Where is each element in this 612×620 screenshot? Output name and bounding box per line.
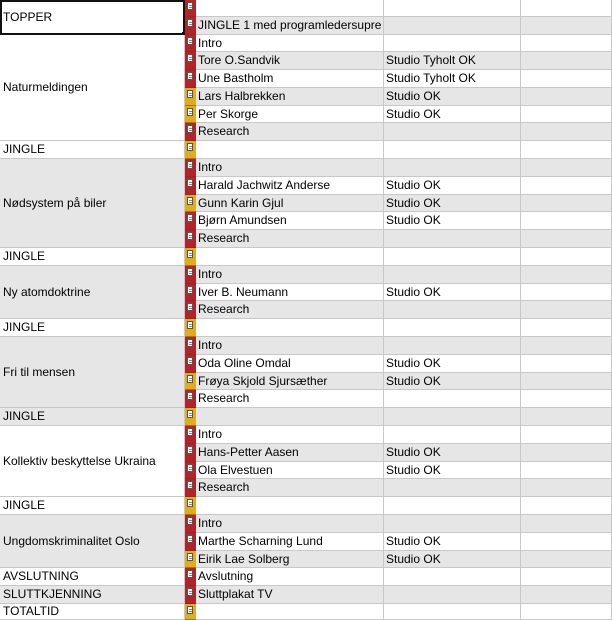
extra-cell[interactable] [521,266,612,284]
status-cell[interactable] [384,408,521,426]
status-strip[interactable] [185,568,196,586]
segment-cell[interactable] [0,426,185,497]
status-cell[interactable]: Studio OK [384,462,521,479]
status-cell[interactable] [384,159,521,177]
segment-cell[interactable] [0,337,185,408]
status-cell[interactable] [384,319,521,337]
status-strip[interactable] [185,0,196,17]
extra-cell[interactable] [521,337,612,355]
item-cell[interactable] [196,319,384,337]
document-icon[interactable] [187,72,193,80]
status-strip[interactable] [185,426,196,444]
item-cell[interactable]: Tore O.Sandvik [196,52,384,70]
status-cell[interactable] [384,497,521,515]
status-cell[interactable]: Studio OK [384,355,521,373]
item-cell[interactable] [196,604,384,620]
document-icon[interactable] [187,570,193,578]
extra-cell[interactable] [521,551,612,568]
document-icon[interactable] [187,268,193,276]
status-strip[interactable] [185,284,196,301]
segment-cell[interactable] [0,515,185,568]
document-icon[interactable] [187,446,193,454]
status-cell[interactable] [384,230,521,248]
extra-cell[interactable] [521,462,612,479]
segment-label: JINGLE [3,320,46,334]
item-cell[interactable]: Frøya Skjold Sjursæther [196,373,384,390]
status-strip[interactable] [185,337,196,355]
extra-cell[interactable] [521,497,612,515]
status-cell[interactable] [384,123,521,141]
extra-cell[interactable] [521,533,612,551]
segment-label: Ny atomdoktrine [3,284,91,299]
status-strip[interactable] [185,141,196,159]
status-strip[interactable] [185,551,196,568]
extra-cell[interactable] [521,106,612,123]
document-icon[interactable] [187,108,193,116]
status-strip[interactable] [185,88,196,106]
segment-cell[interactable] [0,141,185,159]
document-icon[interactable] [187,179,193,187]
status-strip[interactable] [185,195,196,212]
item-cell[interactable]: Intro [196,337,384,355]
extra-cell[interactable] [521,230,612,248]
status-strip[interactable] [185,390,196,408]
extra-cell[interactable] [521,177,612,195]
document-icon[interactable] [187,499,193,507]
segment-cell[interactable] [0,604,185,620]
segment-label: TOPPER [3,9,53,24]
segment-label: TOTALTID [3,604,60,618]
status-cell[interactable] [384,604,521,620]
document-icon[interactable] [187,517,193,525]
document-icon[interactable] [187,161,193,169]
status-strip[interactable] [185,408,196,426]
segment-label: JINGLE [3,142,46,156]
status-cell[interactable]: Studio OK [384,444,521,462]
document-icon[interactable] [187,125,193,133]
extra-cell[interactable] [521,355,612,373]
document-icon[interactable] [187,2,193,10]
document-icon[interactable] [187,54,193,62]
document-icon[interactable] [187,303,193,311]
item-cell[interactable]: Sluttplakat TV [196,586,384,604]
status-cell[interactable]: Studio OK [384,551,521,568]
extra-cell[interactable] [521,0,612,17]
document-icon[interactable] [187,428,193,436]
status-strip[interactable] [185,373,196,390]
document-icon[interactable] [187,535,193,543]
status-cell[interactable] [384,248,521,266]
item-cell[interactable] [196,248,384,266]
extra-cell[interactable] [521,568,612,586]
extra-cell[interactable] [521,35,612,52]
document-icon[interactable] [187,339,193,347]
segment-label: SLUTTKJENNING [3,587,102,601]
status-cell[interactable] [384,0,521,17]
item-cell[interactable]: Research [196,230,384,248]
segment-label: AVSLUTNING [3,569,79,583]
status-strip[interactable] [185,586,196,604]
document-icon[interactable] [187,286,193,294]
item-cell[interactable]: Ola Elvestuen [196,462,384,479]
document-icon[interactable] [187,392,193,400]
document-icon[interactable] [187,90,193,98]
status-cell[interactable] [384,301,521,319]
status-cell[interactable]: Studio OK [384,177,521,195]
document-icon[interactable] [187,37,193,45]
status-strip[interactable] [185,17,196,35]
document-icon[interactable] [187,606,193,614]
status-strip[interactable] [185,319,196,337]
status-strip[interactable] [185,212,196,230]
item-cell[interactable]: Research [196,123,384,141]
item-cell[interactable]: Intro [196,515,384,533]
item-cell[interactable] [196,408,384,426]
document-icon[interactable] [187,197,193,205]
segment-cell[interactable] [0,497,185,515]
status-cell[interactable]: Studio Tyholt OK [384,70,521,88]
item-cell[interactable]: Research [196,390,384,408]
document-icon[interactable] [187,357,193,365]
status-cell[interactable]: Studio OK [384,284,521,301]
status-cell[interactable] [384,390,521,408]
status-cell[interactable] [384,35,521,52]
segment-cell[interactable] [0,248,185,266]
status-strip[interactable] [185,355,196,373]
item-cell[interactable]: Gunn Karin Gjul [196,195,384,212]
item-cell[interactable]: Research [196,301,384,319]
segment-cell[interactable] [0,266,185,319]
extra-cell[interactable] [521,390,612,408]
extra-cell[interactable] [521,212,612,230]
extra-cell[interactable] [521,141,612,159]
document-icon[interactable] [187,588,193,596]
status-strip[interactable] [185,52,196,70]
extra-cell[interactable] [521,426,612,444]
status-strip[interactable] [185,106,196,123]
document-icon[interactable] [187,481,193,489]
document-icon[interactable] [187,143,193,151]
item-cell[interactable]: Intro [196,35,384,52]
segment-label: JINGLE [3,498,46,512]
document-icon[interactable] [187,250,193,258]
segment-cell[interactable] [0,35,185,141]
status-cell[interactable]: Studio OK [384,533,521,551]
status-cell[interactable] [384,479,521,497]
document-icon[interactable] [187,464,193,472]
segment-label: JINGLE [3,409,46,423]
item-cell[interactable]: Intro [196,159,384,177]
status-cell[interactable] [384,515,521,533]
item-cell[interactable]: Une Bastholm [196,70,384,88]
item-cell[interactable]: Iver B. Neumann [196,284,384,301]
status-strip[interactable] [185,123,196,141]
item-cell[interactable]: Oda Oline Omdal [196,355,384,373]
item-cell[interactable]: Research [196,479,384,497]
extra-cell[interactable] [521,195,612,212]
status-cell[interactable]: Studio OK [384,373,521,390]
status-strip[interactable] [185,301,196,319]
document-icon[interactable] [187,553,193,561]
extra-cell[interactable] [521,284,612,301]
item-cell[interactable] [196,141,384,159]
extra-cell[interactable] [521,444,612,462]
status-strip[interactable] [185,266,196,284]
extra-cell[interactable] [521,70,612,88]
status-strip[interactable] [185,533,196,551]
item-cell[interactable]: Intro [196,266,384,284]
segment-label: Fri til mensen [3,364,76,379]
segment-label: Kollektiv beskyttelse Ukraina [3,453,156,468]
status-cell[interactable]: Studio OK [384,88,521,106]
status-cell[interactable] [384,337,521,355]
item-cell[interactable]: Avslutning [196,568,384,586]
status-cell[interactable]: Studio Tyholt OK [384,52,521,70]
extra-cell[interactable] [521,17,612,35]
extra-cell[interactable] [521,159,612,177]
status-strip[interactable] [185,177,196,195]
status-cell[interactable] [384,141,521,159]
status-cell[interactable] [384,568,521,586]
status-strip[interactable] [185,70,196,88]
item-cell[interactable]: Eirik Lae Solberg [196,551,384,568]
document-icon[interactable] [187,321,193,329]
extra-cell[interactable] [521,479,612,497]
status-cell[interactable] [384,266,521,284]
segment-cell[interactable] [0,0,185,35]
status-strip[interactable] [185,515,196,533]
document-icon[interactable] [187,19,193,27]
item-cell[interactable]: Harald Jachwitz Anderse [196,177,384,195]
item-cell[interactable]: Intro [196,426,384,444]
status-cell[interactable]: Studio OK [384,195,521,212]
extra-cell[interactable] [521,373,612,390]
status-strip[interactable] [185,444,196,462]
extra-cell[interactable] [521,248,612,266]
item-cell[interactable] [196,497,384,515]
status-strip[interactable] [185,159,196,177]
status-strip[interactable] [185,35,196,52]
item-cell[interactable]: Lars Halbrekken [196,88,384,106]
extra-cell[interactable] [521,52,612,70]
extra-cell[interactable] [521,515,612,533]
segment-label: Nødsystem på biler [3,195,107,210]
status-cell[interactable]: Studio OK [384,212,521,230]
segment-label: Naturmeldingen [3,80,88,94]
segment-cell[interactable] [0,159,185,248]
status-cell[interactable] [384,17,521,35]
document-icon[interactable] [187,214,193,222]
status-strip[interactable] [185,497,196,515]
extra-cell[interactable] [521,408,612,426]
status-strip[interactable] [185,604,196,620]
document-icon[interactable] [187,232,193,240]
status-cell[interactable] [384,586,521,604]
extra-cell[interactable] [521,301,612,319]
status-strip[interactable] [185,230,196,248]
extra-cell[interactable] [521,604,612,620]
segment-cell[interactable] [0,586,185,604]
extra-cell[interactable] [521,586,612,604]
item-cell[interactable]: Marthe Scharning Lund [196,533,384,551]
document-icon[interactable] [187,410,193,418]
status-cell[interactable] [384,426,521,444]
item-cell[interactable]: Bjørn Amundsen [196,212,384,230]
segment-label: JINGLE [3,249,46,263]
segment-label: Ungdomskriminalitet Oslo [3,533,140,548]
item-cell[interactable]: JINGLE 1 med programledersupre [196,17,384,35]
segment-cell[interactable] [0,568,185,586]
item-cell[interactable]: Hans-Petter Aasen [196,444,384,462]
item-cell[interactable] [196,0,384,17]
extra-cell[interactable] [521,319,612,337]
status-strip[interactable] [185,248,196,266]
status-strip[interactable] [185,479,196,497]
status-strip[interactable] [185,462,196,479]
status-cell[interactable]: Studio OK [384,106,521,123]
item-cell[interactable]: Per Skorge [196,106,384,123]
segment-cell[interactable] [0,319,185,337]
extra-cell[interactable] [521,123,612,141]
extra-cell[interactable] [521,88,612,106]
segment-cell[interactable] [0,408,185,426]
document-icon[interactable] [187,375,193,383]
